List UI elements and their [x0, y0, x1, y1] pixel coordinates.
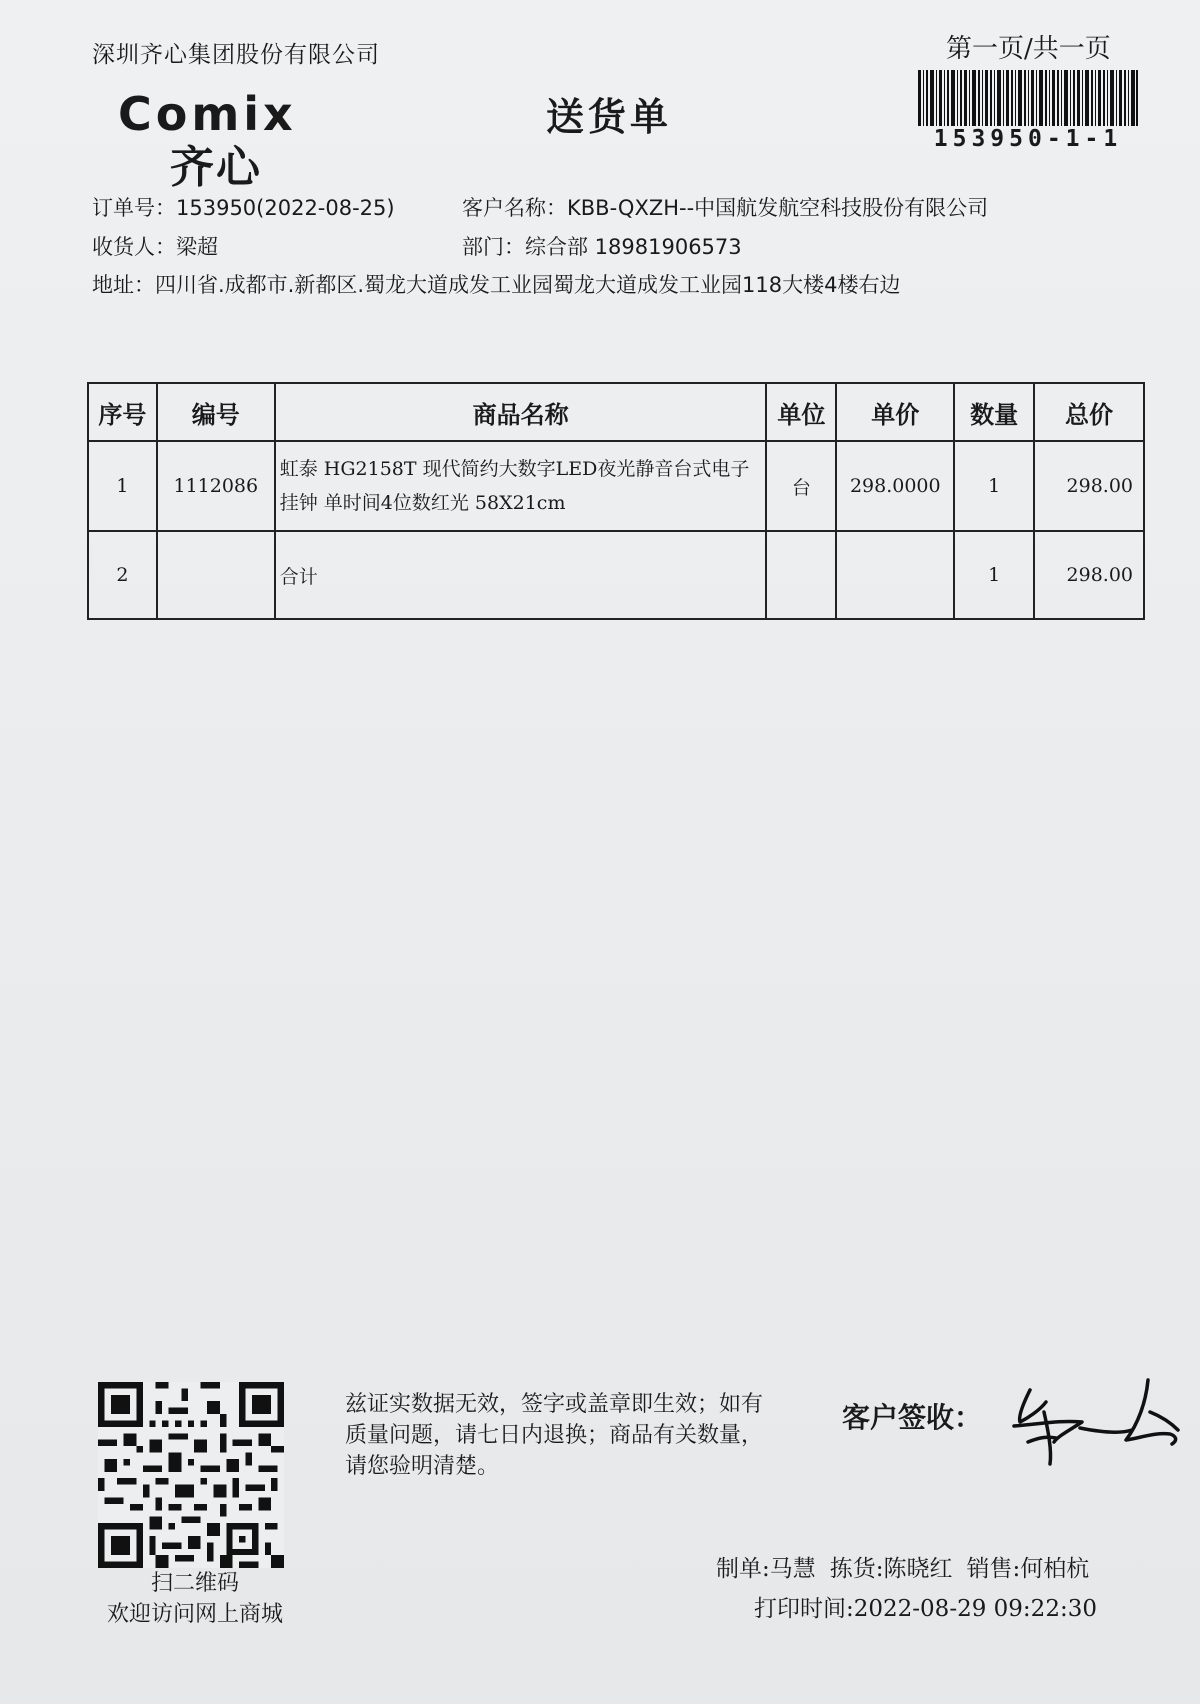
col-header-index: 序号	[88, 383, 157, 441]
cell-product: 虹泰 HG2158T 现代简约大数字LED夜光静音台式电子挂钟 单时间4位数红光 58X21cm	[275, 441, 767, 531]
customer-name	[462, 192, 988, 222]
col-header-product: 商品名称	[275, 383, 767, 441]
sales: 销售:何柏杭	[966, 1556, 1090, 1582]
dept-value: 综合部 18981906573	[525, 235, 742, 259]
receiver	[92, 231, 218, 261]
company-name: 深圳齐心集团股份有限公司	[92, 42, 380, 68]
cell-product: 合计	[275, 531, 767, 619]
cell-qty: 1	[954, 441, 1034, 531]
barcode-icon	[918, 70, 1138, 126]
qr-caption-line1: 扫二维码	[150, 1571, 239, 1596]
items-table	[87, 382, 1145, 620]
staff-line	[716, 1550, 1103, 1583]
cell-unit	[766, 531, 836, 619]
col-header-unit: 单位	[766, 383, 836, 441]
document-title: 送货单	[546, 95, 673, 139]
table-row	[88, 441, 1144, 531]
order-value: 153950(2022-08-25)	[176, 196, 395, 220]
receiver-value: 梁超	[176, 235, 218, 259]
svg-text:齐心: 齐心	[170, 142, 262, 188]
svg-text:Comix: Comix	[118, 88, 297, 141]
cell-total: 298.00	[1034, 441, 1144, 531]
cell-unit: 台	[766, 441, 836, 531]
print-time: 打印时间:2022-08-29 09:22:30	[754, 1596, 1097, 1622]
table-header-row	[88, 383, 1144, 441]
customer-label: 客户名称：	[462, 196, 567, 220]
cell-code: 1112086	[157, 441, 275, 531]
cell-code	[157, 531, 275, 619]
cell-index: 1	[88, 441, 157, 531]
qr-code-icon[interactable]	[98, 1382, 284, 1568]
qr-caption-line2: 欢迎访问网上商城	[106, 1602, 283, 1627]
col-header-code: 编号	[157, 383, 275, 441]
address-label: 地址：	[92, 273, 155, 297]
col-header-qty: 数量	[954, 383, 1034, 441]
cell-price	[836, 531, 954, 619]
qr-caption	[80, 1568, 310, 1630]
address	[92, 269, 900, 299]
comix-logo	[118, 88, 348, 188]
notice-text: 兹证实数据无效，签字或盖章即生效；如有质量问题，请七日内退换；商品有关数量，请您验明清楚。	[345, 1392, 764, 1479]
department	[462, 231, 742, 261]
col-header-price: 单价	[836, 383, 954, 441]
signature-mark	[1000, 1372, 1190, 1472]
receiver-label: 收货人：	[92, 235, 176, 259]
cell-total: 298.00	[1034, 531, 1144, 619]
dept-label: 部门：	[462, 235, 525, 259]
picker: 拣货:陈晓红	[829, 1556, 953, 1582]
cell-price: 298.0000	[836, 441, 954, 531]
order-label: 订单号：	[92, 196, 176, 220]
customer-sign-label: 客户签收：	[842, 1401, 983, 1434]
table-row	[88, 531, 1144, 619]
address-value: 四川省.成都市.新都区.蜀龙大道成发工业园蜀龙大道成发工业园118大楼4楼右边	[155, 273, 901, 297]
cell-index: 2	[88, 531, 157, 619]
barcode-number: 153950-1-1	[933, 126, 1123, 152]
customer-value: KBB-QXZH--中国航发航空科技股份有限公司	[567, 196, 989, 220]
cell-qty: 1	[954, 531, 1034, 619]
page-indicator: 第一页/共一页	[946, 34, 1111, 64]
order-number	[92, 192, 395, 222]
col-header-total: 总价	[1034, 383, 1144, 441]
items-table-wrap	[87, 382, 1145, 620]
maker: 制单:马慧	[716, 1556, 816, 1582]
